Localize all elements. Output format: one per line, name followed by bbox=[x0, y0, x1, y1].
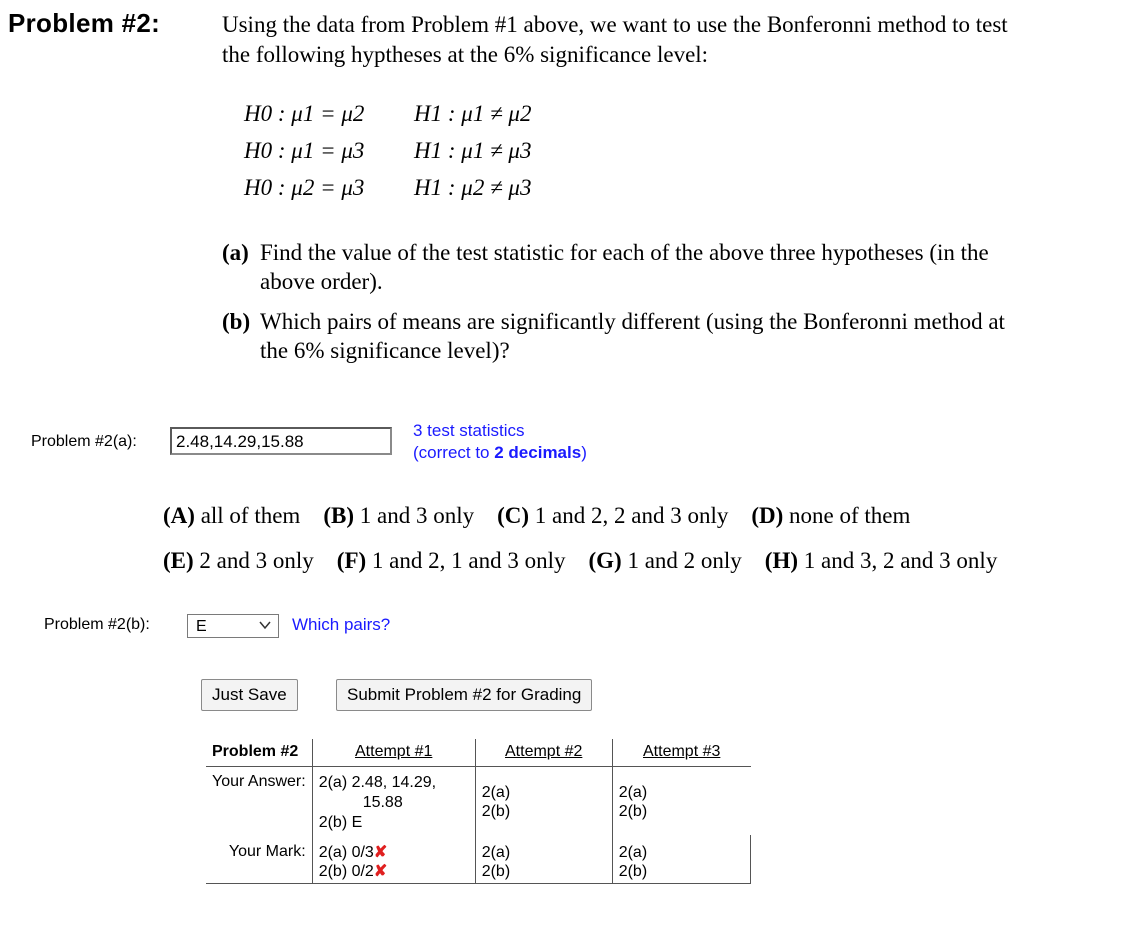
answer-b-label: Problem #2(b): bbox=[44, 616, 150, 633]
null-hypothesis-1: H0 : μ1 = μ2 bbox=[244, 101, 365, 126]
choice-c: (C) 1 and 2, 2 and 3 only bbox=[497, 503, 729, 528]
attempt-3-mark: 2(a) 2(b) bbox=[612, 835, 751, 884]
part-b-line-1: Which pairs of means are significantly different (using the Bonferonni method at bbox=[260, 309, 1005, 334]
attempt-2-header[interactable]: Attempt #2 bbox=[475, 739, 612, 767]
attempts-table-title: Problem #2 bbox=[206, 739, 312, 767]
attempt-1-mark: 2(a) 0/3✘ 2(b) 0/2✘ bbox=[312, 835, 475, 884]
part-a-question bbox=[222, 238, 1102, 296]
choices-row-2 bbox=[163, 548, 997, 574]
answer-a-input[interactable]: 2.48,14.29,15.88 bbox=[170, 427, 392, 455]
attempts-table bbox=[206, 739, 751, 884]
attempt-2-mark: 2(a) 2(b) bbox=[475, 835, 612, 884]
part-b-label: (b) bbox=[222, 309, 251, 334]
intro-line-1: Using the data from Problem #1 above, we want to use the Bonferonni method to test bbox=[222, 12, 1008, 37]
choice-e: (E) 2 and 3 only bbox=[163, 548, 314, 573]
choice-g: (G) 1 and 2 only bbox=[588, 548, 742, 573]
your-mark-row bbox=[206, 835, 751, 884]
your-answer-row bbox=[206, 767, 751, 836]
wrong-mark-icon: ✘ bbox=[373, 863, 388, 880]
answer-b-select[interactable] bbox=[187, 614, 279, 638]
attempt-2-answer: 2(a) 2(b) bbox=[475, 767, 612, 836]
alternative-hypotheses bbox=[414, 95, 531, 206]
intro-line-2: the following hyptheses at the 6% significance level: bbox=[222, 42, 709, 67]
choice-a: (A) all of them bbox=[163, 503, 301, 528]
part-b-line-2: the 6% significance level)? bbox=[260, 338, 510, 363]
answer-a-label: Problem #2(a): bbox=[31, 433, 137, 450]
part-a-label: (a) bbox=[222, 240, 249, 265]
answer-b-hint: Which pairs? bbox=[292, 615, 391, 634]
attempt-1-answer: 2(a) 2.48, 14.29, 15.88 2(b) E bbox=[312, 767, 475, 836]
choice-b: (B) 1 and 3 only bbox=[323, 503, 475, 528]
just-save-button[interactable]: Just Save bbox=[201, 679, 298, 711]
answer-b-selected-value: E bbox=[196, 618, 207, 635]
choice-d: (D) none of them bbox=[751, 503, 911, 528]
answer-a-hint-line-2: (correct to 2 decimals) bbox=[413, 443, 587, 462]
part-a-line-1: Find the value of the test statistic for each of the above three hypotheses (in the bbox=[260, 240, 989, 265]
choices-row-1 bbox=[163, 503, 910, 529]
alt-hypothesis-2: H1 : μ1 ≠ μ3 bbox=[414, 138, 532, 163]
attempt-3-header[interactable]: Attempt #3 bbox=[612, 739, 751, 767]
alt-hypothesis-3: H1 : μ2 ≠ μ3 bbox=[414, 175, 532, 200]
answer-a-hint bbox=[413, 420, 587, 464]
attempt-1-header[interactable]: Attempt #1 bbox=[312, 739, 475, 767]
chevron-down-icon bbox=[258, 618, 272, 632]
alt-hypothesis-1: H1 : μ1 ≠ μ2 bbox=[414, 101, 532, 126]
part-a-line-2: above order). bbox=[260, 269, 383, 294]
choice-f: (F) 1 and 2, 1 and 3 only bbox=[336, 548, 566, 573]
part-b-question bbox=[222, 307, 1102, 365]
null-hypothesis-3: H0 : μ2 = μ3 bbox=[244, 175, 365, 200]
your-mark-label: Your Mark: bbox=[206, 835, 312, 884]
your-answer-label: Your Answer: bbox=[212, 773, 306, 790]
submit-grading-button[interactable]: Submit Problem #2 for Grading bbox=[336, 679, 592, 711]
problem-heading: Problem #2: bbox=[8, 8, 161, 38]
choice-h: (H) 1 and 3, 2 and 3 only bbox=[764, 548, 998, 573]
null-hypothesis-2: H0 : μ1 = μ3 bbox=[244, 138, 365, 163]
attempt-3-answer: 2(a) 2(b) bbox=[618, 784, 648, 820]
problem-intro bbox=[222, 10, 1112, 70]
attempts-header-row bbox=[206, 739, 751, 767]
null-hypotheses bbox=[244, 95, 364, 206]
answer-a-hint-line-1: 3 test statistics bbox=[413, 421, 525, 440]
wrong-mark-icon: ✘ bbox=[373, 844, 388, 861]
